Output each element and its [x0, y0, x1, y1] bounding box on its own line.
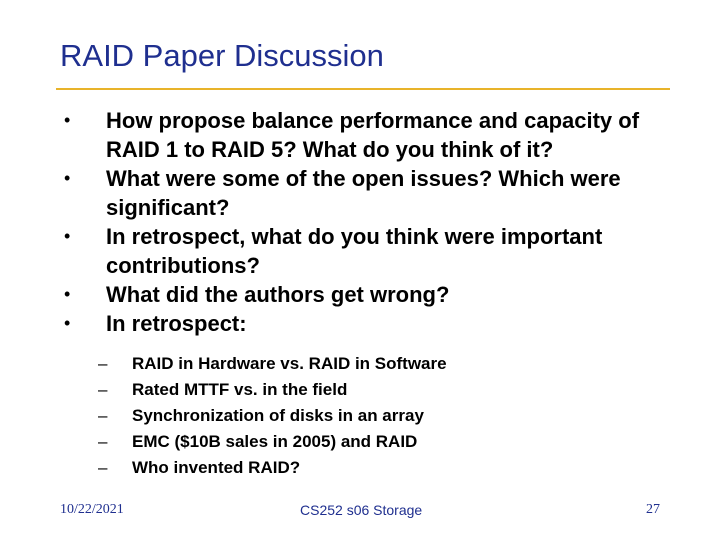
bullet-item — [60, 106, 690, 164]
sub-bullet-marker: – — [98, 406, 108, 425]
sub-bullet-text: EMC ($10B sales in 2005) and RAID — [132, 432, 418, 451]
bullet-marker: • — [64, 168, 71, 188]
sub-bullet-marker: – — [98, 354, 108, 373]
slide-title: RAID Paper Discussion — [60, 38, 384, 73]
sub-bullet-item — [98, 429, 447, 455]
bullet-text: What were some of the open issues? Which were significant? — [106, 166, 621, 220]
sub-bullet-text: Synchronization of disks in an array — [132, 406, 424, 425]
sub-bullet-text: RAID in Hardware vs. RAID in Software — [132, 354, 447, 373]
bullet-text: In retrospect, what do you think were important contributions? — [106, 224, 603, 278]
bullet-list — [60, 106, 690, 338]
bullet-marker: • — [64, 313, 71, 333]
bullet-text: In retrospect: — [106, 311, 247, 336]
bullet-marker: • — [64, 284, 71, 304]
bullet-item — [60, 222, 690, 280]
sub-bullet-list — [98, 351, 447, 481]
bullet-marker: • — [64, 226, 71, 246]
bullet-item — [60, 280, 690, 309]
sub-bullet-marker: – — [98, 432, 108, 451]
bullet-item — [60, 309, 690, 338]
sub-bullet-item — [98, 403, 447, 429]
title-underline — [56, 88, 670, 90]
sub-bullet-text: Rated MTTF vs. in the field — [132, 380, 348, 399]
sub-bullet-item — [98, 455, 447, 481]
bullet-text: How propose balance performance and capacity of RAID 1 to RAID 5? What do you think of it? — [106, 108, 640, 162]
footer-date: 10/22/2021 — [60, 502, 124, 517]
sub-bullet-item — [98, 351, 447, 377]
bullet-text: What did the authors get wrong? — [106, 282, 450, 307]
bullet-marker: • — [64, 110, 71, 130]
sub-bullet-text: Who invented RAID? — [132, 458, 301, 477]
sub-bullet-marker: – — [98, 458, 108, 477]
footer-course: CS252 s06 Storage — [300, 502, 423, 518]
sub-bullet-marker: – — [98, 380, 108, 399]
sub-bullet-item — [98, 377, 447, 403]
bullet-item — [60, 164, 690, 222]
page-number: 27 — [646, 502, 660, 517]
